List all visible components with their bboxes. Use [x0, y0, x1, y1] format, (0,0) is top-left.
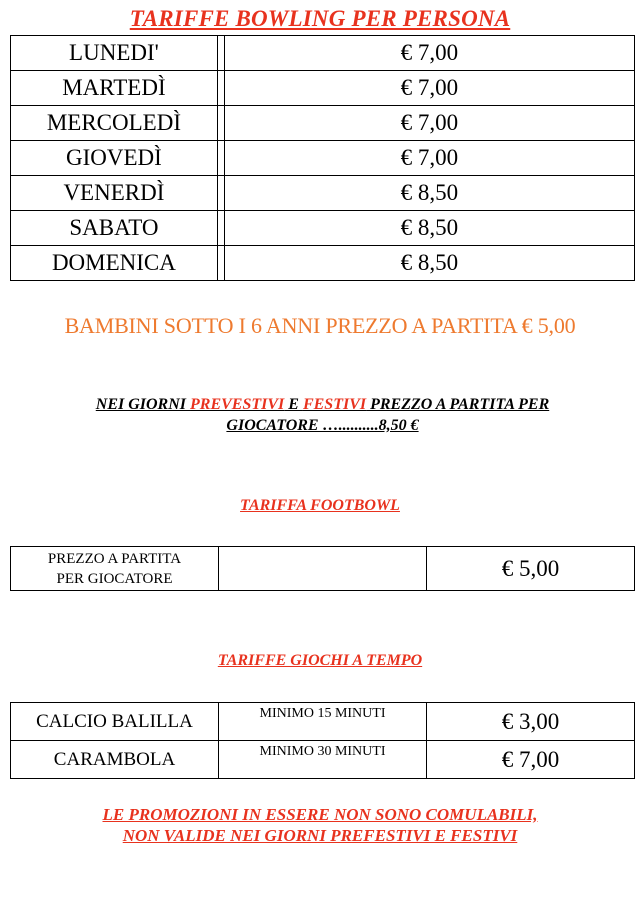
spacer-cell — [217, 71, 224, 106]
holiday-price-note — [30, 394, 615, 436]
price-cell: € 7,00 — [427, 741, 635, 779]
table-row — [11, 176, 635, 211]
price-cell: € 7,00 — [224, 106, 634, 141]
table-row — [11, 36, 635, 71]
footbowl-heading: TARIFFA FOOTBOWL — [240, 497, 400, 514]
table-row — [11, 741, 635, 779]
spacer-cell — [217, 106, 224, 141]
price-cell: € 3,00 — [427, 703, 635, 741]
promo-disclaimer — [0, 804, 640, 846]
price-cell: € 7,00 — [224, 36, 634, 71]
bowling-price-table — [10, 35, 635, 281]
day-cell: MARTEDÌ — [11, 71, 218, 106]
footbowl-table — [10, 546, 635, 591]
game-cell: CALCIO BALILLA — [11, 703, 219, 741]
day-cell: DOMENICA — [11, 246, 218, 281]
footbowl-label-line: PREZZO A PARTITA — [47, 550, 182, 567]
price-cell: € 8,50 — [224, 211, 634, 246]
footbowl-label-cell — [11, 547, 219, 591]
table-row — [11, 246, 635, 281]
spacer-cell — [217, 36, 224, 71]
price-cell: € 7,00 — [224, 141, 634, 176]
day-cell: GIOVEDÌ — [11, 141, 218, 176]
holiday-note-text: E — [284, 396, 303, 413]
timed-games-heading: TARIFFE GIOCHI A TEMPO — [217, 652, 423, 669]
table-row — [11, 106, 635, 141]
table-row — [11, 703, 635, 741]
game-cell: CARAMBOLA — [11, 741, 219, 779]
spacer-cell — [217, 246, 224, 281]
page-title: TARIFFE BOWLING PER PERSONA — [129, 6, 511, 31]
kids-price-note: BAMBINI SOTTO I 6 ANNI PREZZO A PARTITA € 5,00 — [64, 313, 576, 338]
table-row — [11, 547, 635, 591]
price-cell: € 7,00 — [224, 71, 634, 106]
day-cell: MERCOLEDÌ — [11, 106, 218, 141]
day-cell: LUNEDI' — [11, 36, 218, 71]
price-cell: € 8,50 — [224, 246, 634, 281]
festivi-highlight: FESTIVI — [302, 396, 367, 413]
minimum-cell: MINIMO 30 MINUTI — [219, 741, 427, 779]
spacer-cell — [217, 211, 224, 246]
footbowl-label-line: PER GIOCATORE — [56, 570, 173, 587]
day-cell: VENERDÌ — [11, 176, 218, 211]
table-row — [11, 211, 635, 246]
promo-line: LE PROMOZIONI IN ESSERE NON SONO COMULABILI, — [102, 805, 538, 824]
table-row — [11, 71, 635, 106]
prevestivi-highlight: PREVESTIVI — [190, 396, 285, 413]
spacer-cell — [217, 141, 224, 176]
promo-line: NON VALIDE NEI GIORNI PREFESTIVI E FESTIVI — [122, 826, 518, 845]
holiday-note-price: GIOCATORE …..........8,50 € — [226, 417, 419, 434]
holiday-note-text: NEI GIORNI — [95, 396, 191, 413]
empty-cell — [219, 547, 427, 591]
day-cell: SABATO — [11, 211, 218, 246]
minimum-cell: MINIMO 15 MINUTI — [219, 703, 427, 741]
spacer-cell — [217, 176, 224, 211]
footbowl-price-cell: € 5,00 — [427, 547, 635, 591]
timed-games-table — [10, 702, 635, 779]
table-row — [11, 141, 635, 176]
holiday-note-text: PREZZO A PARTITA PER — [366, 396, 550, 413]
price-cell: € 8,50 — [224, 176, 634, 211]
